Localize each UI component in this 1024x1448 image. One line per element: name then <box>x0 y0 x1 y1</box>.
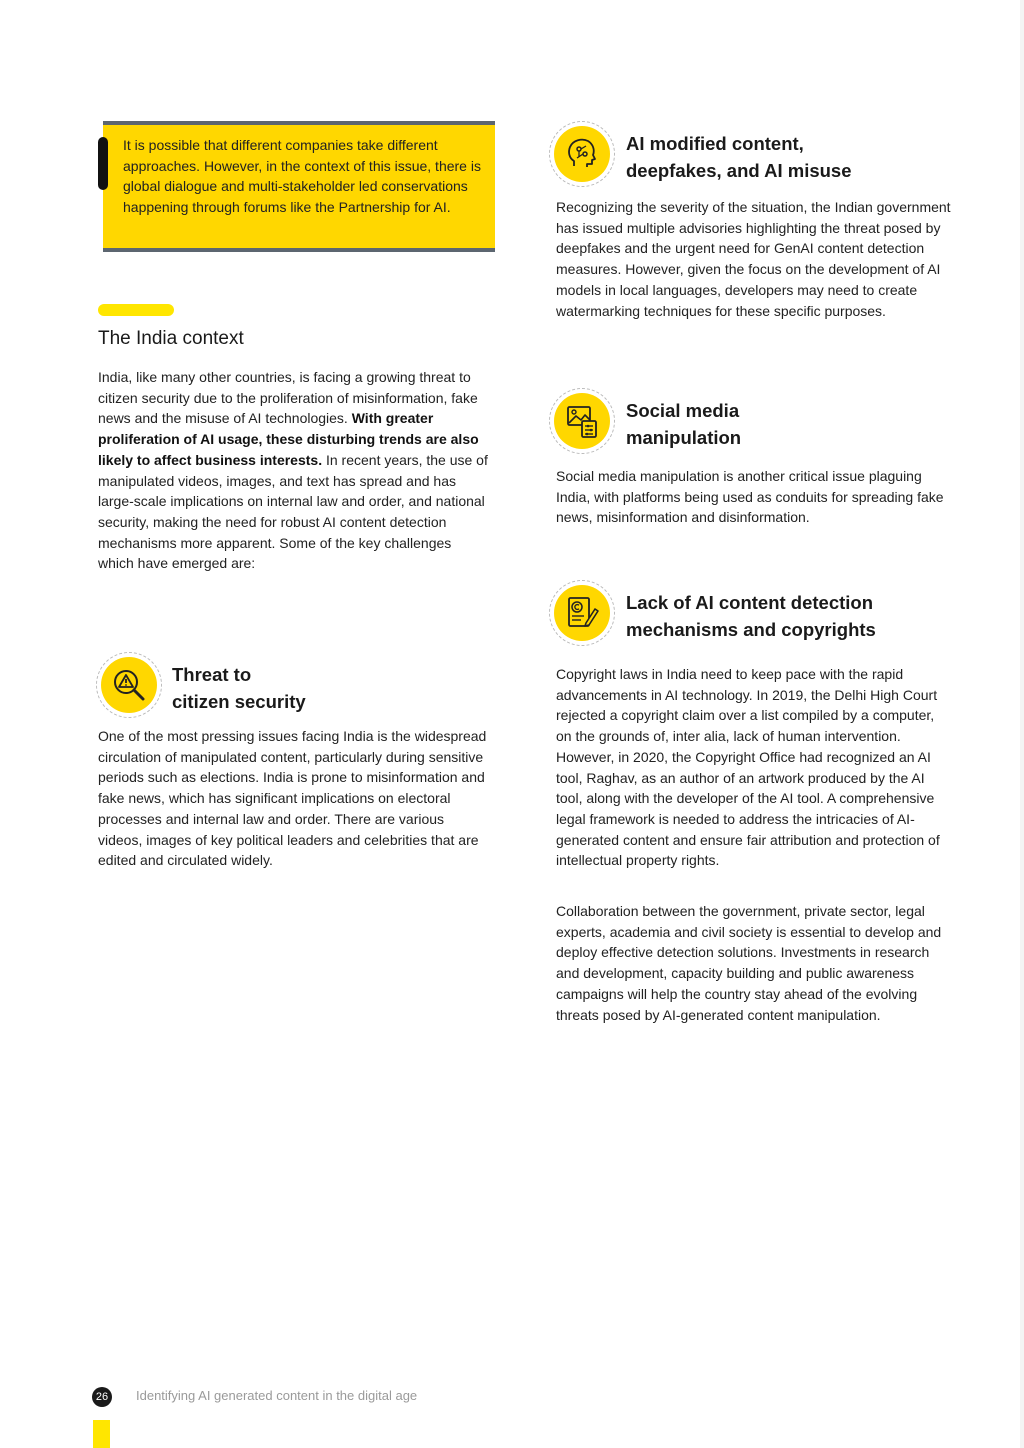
india-context-text: India, like many other countries, is facing a growing threat to citizen security due to the proliferation of misinformation, fake news and the misuse of AI technologies. <box>98 369 478 427</box>
copyright-title <box>626 589 876 643</box>
copyright-title-line2: mechanisms and copyrights <box>626 619 876 640</box>
footer-title: Identifying AI generated content in the digital age <box>136 1388 418 1403</box>
threat-title <box>172 661 306 715</box>
social-title-line2: manipulation <box>626 427 742 448</box>
deepfakes-title-line2: deepfakes, and AI misuse <box>626 160 852 181</box>
social-media-icon <box>562 401 602 441</box>
threat-title-line2: citizen security <box>172 691 306 712</box>
social-title <box>626 397 741 451</box>
callout-text: It is possible that different companies take different approaches. However, in the context of this issue, there is global dialogue and multi-stakeholder led conservations happening through forums like the Partnership for AI. <box>123 137 481 215</box>
social-title-line1: Social media <box>626 400 740 421</box>
ai-head-icon <box>562 134 602 174</box>
footer-accent <box>93 1420 110 1448</box>
deepfakes-text: Recognizing the severity of the situation, the Indian government has issued multiple advisories highlighting the threat posed by deepfakes and the urgent need for GenAI content detection measures. However, given the focus on the development of AI models in local languages, developers may need to create watermarking techniques for these specific purposes. <box>556 199 951 319</box>
threat-title-line1: Threat to <box>172 664 252 685</box>
copyright-text-1: Copyright laws in India need to keep pace with the rapid advancements in AI technology. In 2019, the Delhi High Court rejected a copyright claim over a list compiled by a computer, on the grounds of, inter alia, lack of human intervention. However, in 2020, the Copyright Office had recognized an AI tool, Raghav, as an author of an artwork produced by the AI tool, along with the developer of the AI tool. A comprehensive legal framework is needed to address the intricacies of AI-generated content and ensure fair attribution and protection of intellectual property rights. <box>556 666 940 869</box>
india-context-text-end: In recent years, the use of manipulated videos, images, and text has spread and has large-scale implications on internal law and order, and national security, making the need for robust AI content detection mechanisms more apparent. Some of the key challenges which have emerged are: <box>98 451 488 572</box>
india-context-bold: With greater proliferation of AI usage, these disturbing trends are also likely to affect business interests. <box>98 410 479 468</box>
page-edge <box>1020 0 1024 1448</box>
copyright-icon-badge <box>549 580 615 646</box>
warning-magnifier-icon <box>110 666 148 704</box>
social-icon-badge <box>549 388 615 454</box>
threat-icon-badge <box>96 652 162 718</box>
section-title: The India context <box>98 328 244 349</box>
deepfakes-icon-badge <box>549 121 615 187</box>
section-accent <box>98 304 174 316</box>
social-text: Social media manipulation is another critical issue plaguing India, with platforms being used as conduits for spreading fake news, misinformation and disinformation. <box>556 468 944 526</box>
threat-text: One of the most pressing issues facing India is the widespread circulation of manipulated content, particularly during sensitive periods such as elections. India is prone to misinformation and fake news, which has significant implications on electoral processes and internal law and order. There are various videos, images of key political leaders and celebrities that are edited and circulated widely. <box>98 728 487 869</box>
deepfakes-title <box>626 130 852 184</box>
india-context-paragraph <box>98 367 488 574</box>
page-number: 26 <box>92 1387 112 1407</box>
copyright-text-2: Collaboration between the government, private sector, legal experts, academia and civil society is essential to develop and deploy effective detection solutions. Investments in research and development, capacity building and public awareness campaigns will help the country stay ahead of the evolving threats posed by AI-generated content manipulation. <box>556 903 942 1023</box>
deepfakes-title-line1: AI modified content, <box>626 133 804 154</box>
copyright-document-icon <box>562 593 602 633</box>
copyright-title-line1: Lack of AI content detection <box>626 592 874 613</box>
callout-marker <box>98 137 108 190</box>
